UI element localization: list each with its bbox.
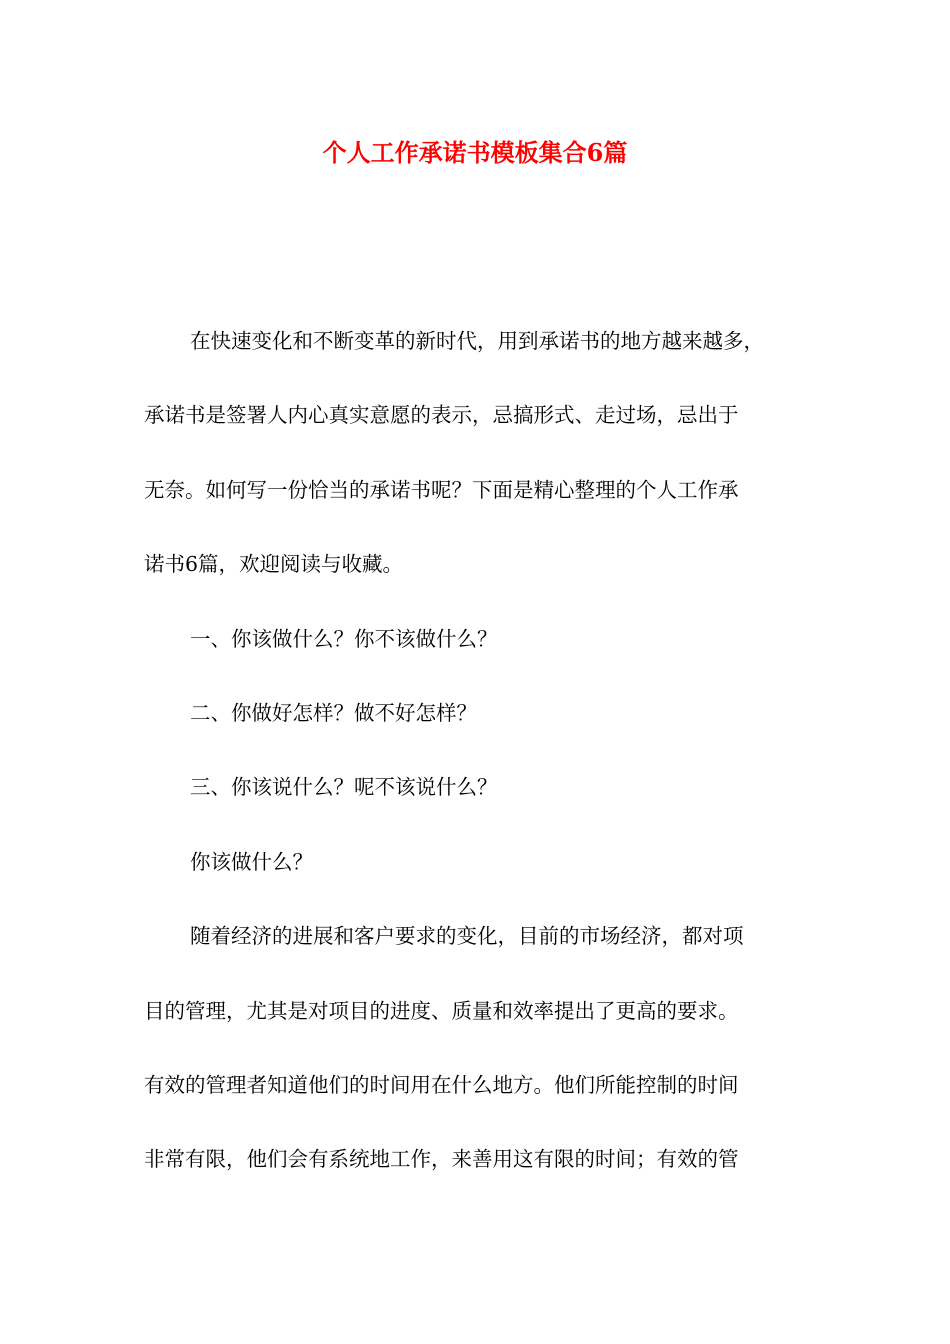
paragraph-line: 无奈。如何写一份恰当的承诺书呢？下面是精心整理的个人工作承	[144, 477, 739, 502]
paragraph-line: 目的管理，尤其是对项目的进度、质量和效率提出了更高的要求。	[144, 998, 739, 1023]
paragraph-line: 你该做什么？	[190, 849, 313, 874]
paragraph-line: 诺书6篇，欢迎阅读与收藏。	[144, 552, 404, 577]
paragraph-line: 非常有限，他们会有系统地工作，来善用这有限的时间；有效的管	[144, 1147, 739, 1172]
document-body	[144, 321, 824, 1214]
paragraph-line: 三、你该说什么？呢不该说什么？	[190, 775, 498, 800]
paragraph-line: 一、你该做什么？你不该做什么？	[190, 626, 498, 651]
paragraph-line: 二、你做好怎样？做不好怎样？	[190, 700, 477, 725]
document-title: 个人工作承诺书模板集合6篇	[322, 138, 628, 167]
paragraph-line: 随着经济的进展和客户要求的变化，目前的市场经济，都对项	[190, 924, 744, 949]
paragraph-line: 承诺书是签署人内心真实意愿的表示，忌搞形式、走过场，忌出于	[144, 403, 739, 428]
paragraph-line: 在快速变化和不断变革的新时代，用到承诺书的地方越来越多，	[190, 329, 764, 353]
paragraph-line: 有效的管理者知道他们的时间用在什么地方。他们所能控制的时间	[144, 1072, 739, 1097]
